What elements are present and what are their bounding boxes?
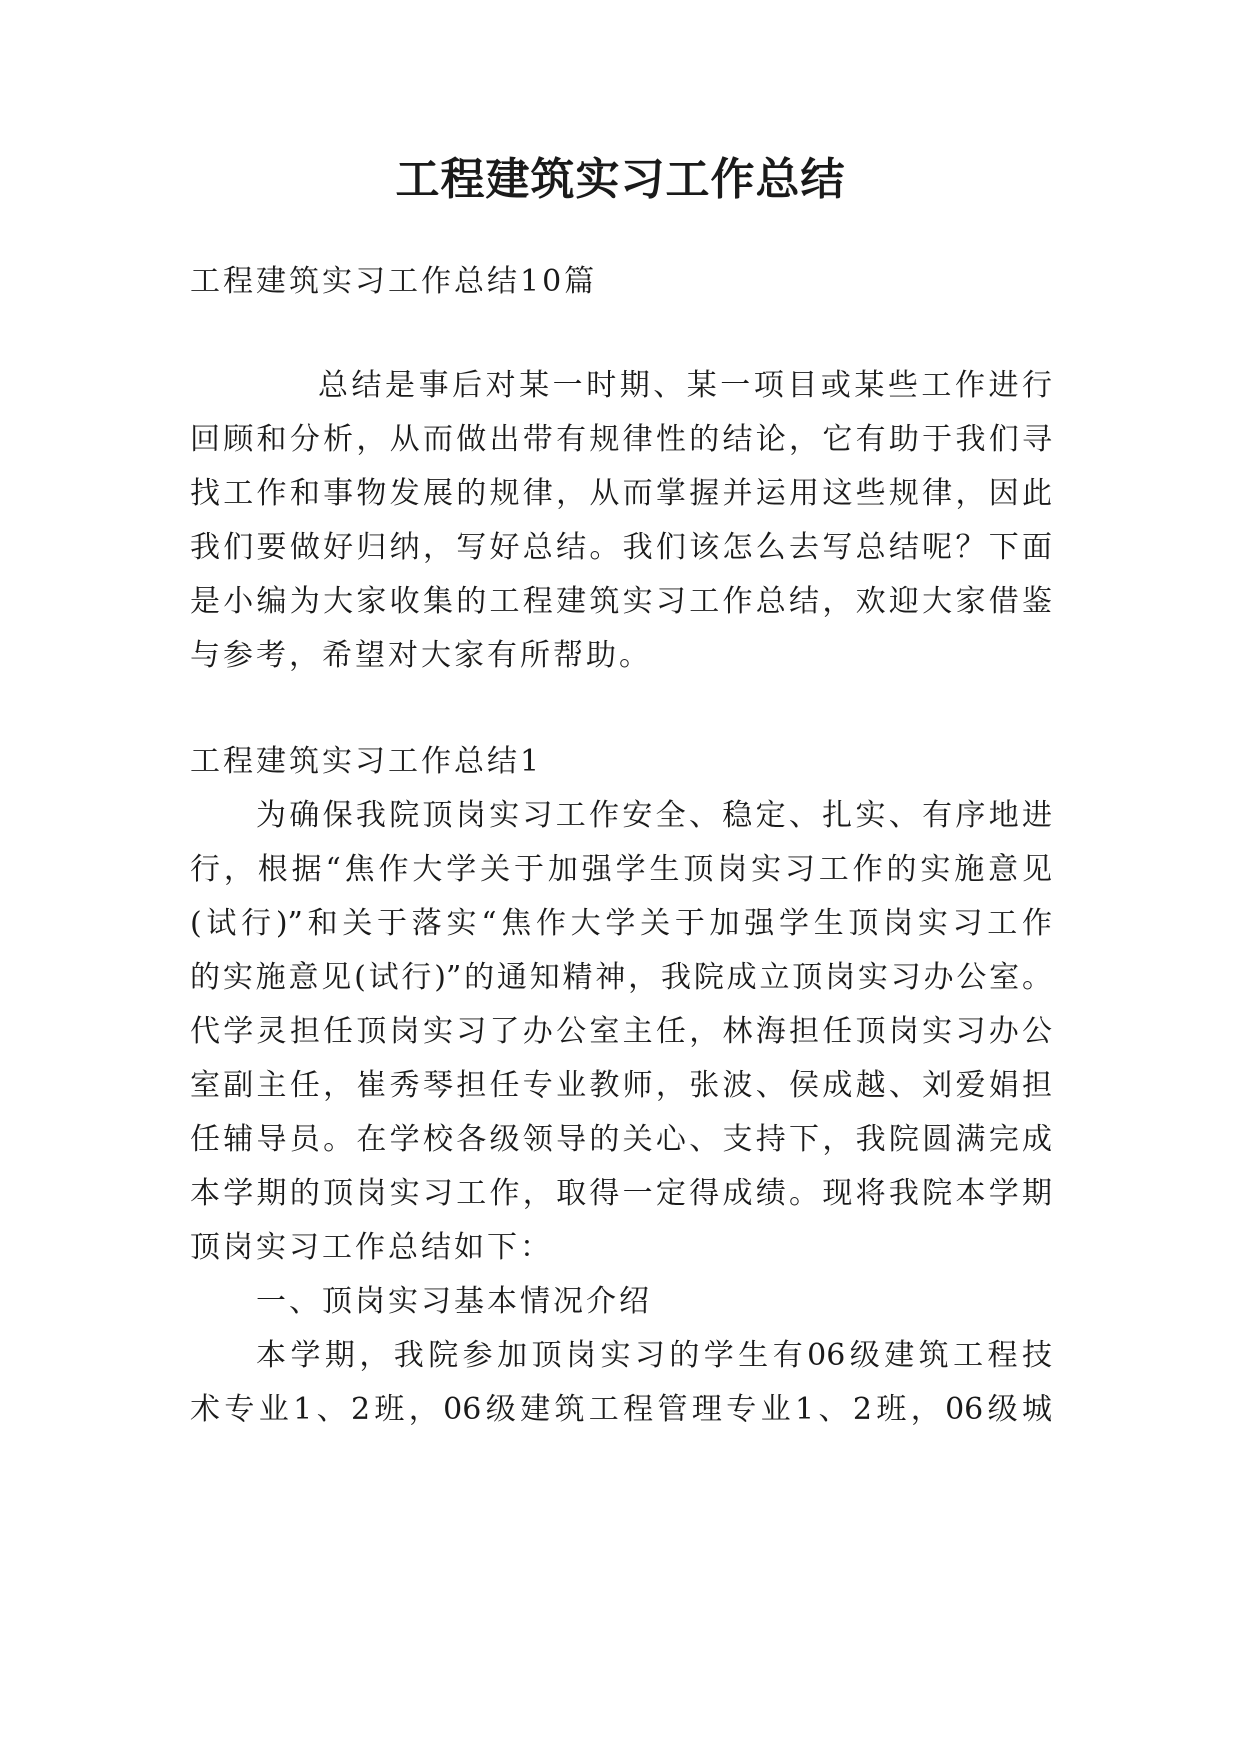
document-title: 工程建筑实习工作总结 [395,154,846,205]
section-heading: 工程建筑实习工作总结1 [190,744,543,779]
body-line: 顶岗实习工作总结如下： [190,1230,553,1265]
intro-line: 回顾和分析，从而做出带有规律性的结论，它有助于我们寻 [190,422,1052,457]
document-subtitle: 工程建筑实习工作总结10篇 [190,264,598,299]
body-line: 任辅导员。在学校各级领导的关心、支持下，我院圆满完成 [190,1122,1052,1157]
body-line: (试行)”和关于落实“焦作大学关于加强学生顶岗实习工作 [190,906,1052,941]
intro-line: 是小编为大家收集的工程建筑实习工作总结，欢迎大家借鉴 [190,584,1052,619]
body-line: 代学灵担任顶岗实习了办公室主任，林海担任顶岗实习办公 [190,1014,1052,1049]
body-line: 行，根据“焦作大学关于加强学生顶岗实习工作的实施意见 [190,852,1052,887]
para2-line: 本学期，我院参加顶岗实习的学生有06级建筑工程技 [256,1338,1052,1373]
subheading: 一、顶岗实习基本情况介绍 [256,1284,652,1319]
body-line: 本学期的顶岗实习工作，取得一定得成绩。现将我院本学期 [190,1176,1052,1211]
intro-line: 与参考，希望对大家有所帮助。 [190,638,652,673]
body-line: 室副主任，崔秀琴担任专业教师，张波、侯成越、刘爱娟担 [190,1068,1052,1103]
intro-line: 总结是事后对某一时期、某一项目或某些工作进行 [318,368,1052,403]
para2-line: 术专业1、2班，06级建筑工程管理专业1、2班，06级城 [190,1392,1052,1427]
intro-line: 找工作和事物发展的规律，从而掌握并运用这些规律，因此 [190,476,1052,511]
body-line: 为确保我院顶岗实习工作安全、稳定、扎实、有序地进 [256,798,1052,833]
intro-line: 我们要做好归纳，写好总结。我们该怎么去写总结呢？下面 [190,530,1052,565]
body-line: 的实施意见(试行)”的通知精神，我院成立顶岗实习办公室。 [190,960,1052,995]
